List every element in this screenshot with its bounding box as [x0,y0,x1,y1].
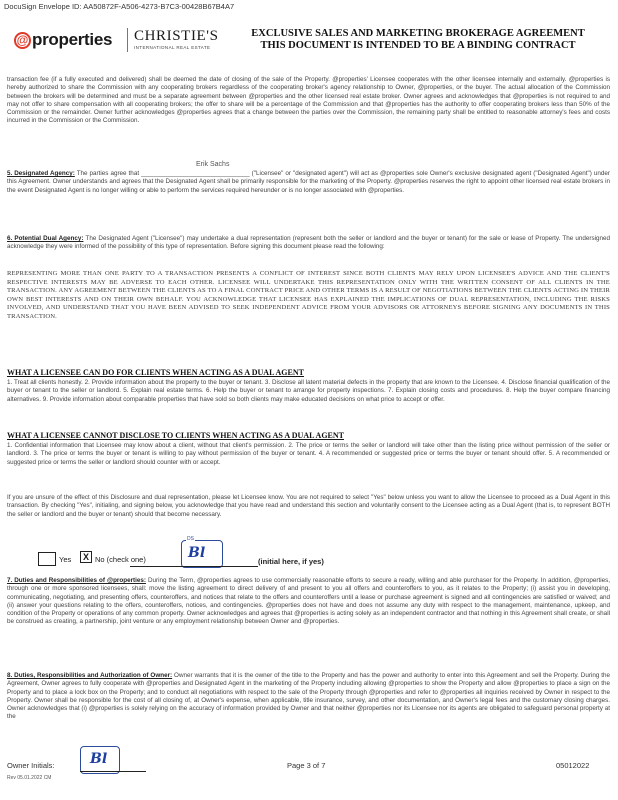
docusign-tag: DS [187,536,194,542]
section-6-text: The Designated Agent ("Licensee") may undertake a dual representation (represent both the seller or landlord and the buyer or tenant) for the sale or lease of Property. The undersigned acknowledge they were informed of the possibility of this type of representation. Before signing this document please read the following: [7,235,610,251]
section-6-heading: 6. Potential Dual Agency: [7,235,84,242]
commission-paragraph: transaction fee (if a fully executed and delivered) shall be deemed the date of closing of the sale of the Property. @properties' Licensee cooperates with the other licensee internally and externally. @properties is hereby authorized to share the Commission with any cooperating brokers regardless of the cooperating broker's agency relationship to Owner, @properties, or the buyer. The actual allocation of the Commission between the brokers will be determined and must be a separate agreement between @properties and the other licensed real estate broker. Owner agrees and acknowledges that @properties is not required to and may not offer to share compensation with all cooperating brokers; the offer to share will be a percentage of the Commission and that @properties has the authority to offer cooperating brokers less than 50% of the Commission or the remainder. Owner further acknowledges @properties agrees that a change between the parties over the Commission, the remaining party shall be entitled to reasonable attorney's fees and costs incurred in the Commission or the Commission. [7,76,610,125]
footer-initials-line [80,771,146,772]
designated-agent-name: Erik Sachs [196,161,230,168]
properties-logo [14,30,112,50]
christies-name: CHRISTIE'S [134,28,219,44]
logo-divider [127,28,128,52]
no-label: No (check one) [95,555,146,564]
yes-checkbox[interactable] [38,552,56,566]
footer-initials: Bl [90,751,108,767]
section-8-duties-owner [7,672,610,722]
yes-label: Yes [59,555,72,564]
title-line-2: THIS DOCUMENT IS INTENDED TO BE A BINDING CONTRACT [260,40,576,51]
can-do-heading: WHAT A LICENSEE CAN DO FOR CLIENTS WHEN ACTING AS A DUAL AGENT [7,368,304,377]
cannot-disclose-heading: WHAT A LICENSEE CANNOT DISCLOSE TO CLIENTS WHEN ACTING AS A DUAL AGENT [7,431,344,440]
can-do-list: 1. Treat all clients honestly. 2. Provide information about the property to the buyer or tenant. 3. Disclose all latent material defects in the property that are known to the Licensee. 4. Disclose financial qualification of the buyer or tenant to the seller or landlord. 5. Explain real estate terms. 6. Help the buyer or tenant to arrange for property inspections. 7. Explain closing costs and procedures. 8. Help the buyer compare financing alternatives. 9. Provide information about comparable properties that have sold so both clients may make educated decisions on what price to accept or offer. [7,379,610,403]
page-number: Page 3 of 7 [287,761,326,770]
section-7-duties-properties [7,577,610,627]
at-symbol-icon: @ [14,32,31,49]
initials-line [130,566,258,567]
section-8-heading: 8. Duties, Responsibilities and Authorization of Owner: [7,672,173,679]
revision-code: Rev 05.01.2022 CM [7,775,52,781]
section-7-text: During the Term, @properties agrees to use commercially reasonable efforts to secure a ready, willing and able purchaser for the Property. In addition, @properties, through one or more sponsored licensees, shall: move the listing agreement to direct delivery of and present to you all offers and counteroffers to you, as it relates to the Property; (i) assist you in developing, communicating, negotiating, and presenting offers, counteroffers, and notices that relate to the offers and counteroffers until a lease or purchase agreement is signed and all contingencies are satisfied or waived; and (ii) answer your questions relating to the offers, counteroffers, notices, and contingencies. @properties does not have and does not assume any duty with respect to the management, maintenance, upkeep, and condition of the Property or operations of any common property. Owner acknowledges and agrees that @properties is acting solely as an independent contractor and that nothing in this Agreement shall create, or shall be construed as creating, a partnership, joint venture or any employment relationship between Owner and @properties. [7,577,611,626]
envelope-id: DocuSign Envelope ID: AA50872F-A506-4273-B7C3-00428B67B4A7 [4,2,235,11]
document-title [228,28,608,52]
christies-logo [134,28,219,50]
dual-agency-warning: REPRESENTING MORE THAN ONE PARTY TO A TRANSACTION PRESENTS A CONFLICT OF INTEREST SINCE BOTH CLIENTS MAY RELY UPON LICENSEE'S ADVICE AND THE CLIENT'S RESPECTIVE INTERESTS MAY BE ADVERSE TO EACH OTHER. LICENSEE WILL UNDERTAKE THIS REPRESENTATION ONLY WITH THE WRITTEN CONSENT OF ALL CLIENTS IN THE TRANSACTION. ANY AGREEMENT BETWEEN THE CLIENTS AS TO A FINAL CONTRACT PRICE AND OTHER TERMS IS A RESULT OF NEGOTIATIONS BETWEEN THE CLIENTS ACTING IN THEIR OWN BEST INTERESTS AND ON THEIR OWN BEHALF. YOU ACKNOWLEDGE THAT LICENSEE HAS EXPLAINED THE IMPLICATIONS OF DUAL REPRESENTATION, INCLUDING THE RISKS INVOLVED, AND UNDERSTAND THAT YOU HAVE BEEN ADVISED TO SEEK INDEPENDENT ADVICE FROM YOUR ADVISORS OR ATTORNEYS BEFORE SIGNING ANY DOCUMENTS IN THIS TRANSACTION. [7,270,610,320]
revision-date: 05012022 [556,761,590,770]
section-7-heading: 7. Duties and Responsibilities of @properties: [7,577,146,584]
properties-wordmark: properties [32,30,113,49]
owner-initials-label: Owner Initials: [7,761,55,770]
cannot-disclose-list: 1. Confidential information that Licensee may know about a client, without that client's permission. 2. The price or terms the seller or landlord will take other than the listing price without permission of the seller or landlord. 3. The price or terms the buyer or tenant is willing to pay without permission of the buyer or tenant. 4. A recommended or suggested price or terms the buyer or tenant should offer. 5. A recommended or suggested price or terms the seller or landlord should counter with or accept. [7,442,610,466]
section-5-heading: 5. Designated Agency: [7,170,75,177]
no-checkbox[interactable]: X [80,551,92,563]
owner-initials: Bl [188,545,206,561]
section-8-text: Owner warrants that it is the owner of the title to the Property and has the power and authority to enter into this Agreement and sell the Property. During the Agreement, Owner agrees to fully cooperate with @properties and Designated Agent in the marketing of the Property including allowing @properties to show the Property and allow @properties to place a sign on the Property and to place a lock box on the Property; and to conduct all negotiations with respect to the sale of the Property through @properties and refer to @properties all inquiries received by Owner in respect to the Property. Owner shall be responsible for the cost of all closing of, at Owner's expense, when applicable, title insurance, survey, and other documentation, and Owner's legal fees and the customary closing charges. Owner acknowledges that (i) @properties is solely relying on the accuracy of information provided by Owner and that neither @properties nor its Licensee nor its agents are obligated to safeguard personal property at the [7,672,610,721]
consent-paragraph: If you are unsure of the effect of this Disclosure and dual representation, please let Licensee know. You are not required to select "Yes" below unless you want to allow the Licensee to proceed as a Dual Agent in this transaction. By checking "Yes", initialing, and signing below, you acknowledge that you have read and understand this section and voluntarily consent to the Licensee acting as a Dual Agent (that is, to represent BOTH the seller or landlord and the buyer or tenant) should that become necessary. [7,494,610,518]
section-6-dual-agency [7,235,610,252]
title-line-1: EXCLUSIVE SALES AND MARKETING BROKERAGE AGREEMENT [251,28,585,39]
initial-here-label: (initial here, if yes) [258,557,324,566]
section-5-text: The parties agree that _______________________________ ("Licensee" or "designated agent") will act as @properties sole Owner's exclusive designated agent ("Designated Agent") under this Agreement. Owner understands and agrees that the Designated Agent shall be primarily responsible for the marketing of the Property. @properties reserves the right to appoint other licensed real estate brokers in the event Designated Agent is no longer willing or able to perform the services required hereunder or is no longer associated with @properties. [7,170,610,194]
section-5-designated-agency [7,170,610,195]
christies-subtitle: INTERNATIONAL REAL ESTATE [134,45,211,50]
